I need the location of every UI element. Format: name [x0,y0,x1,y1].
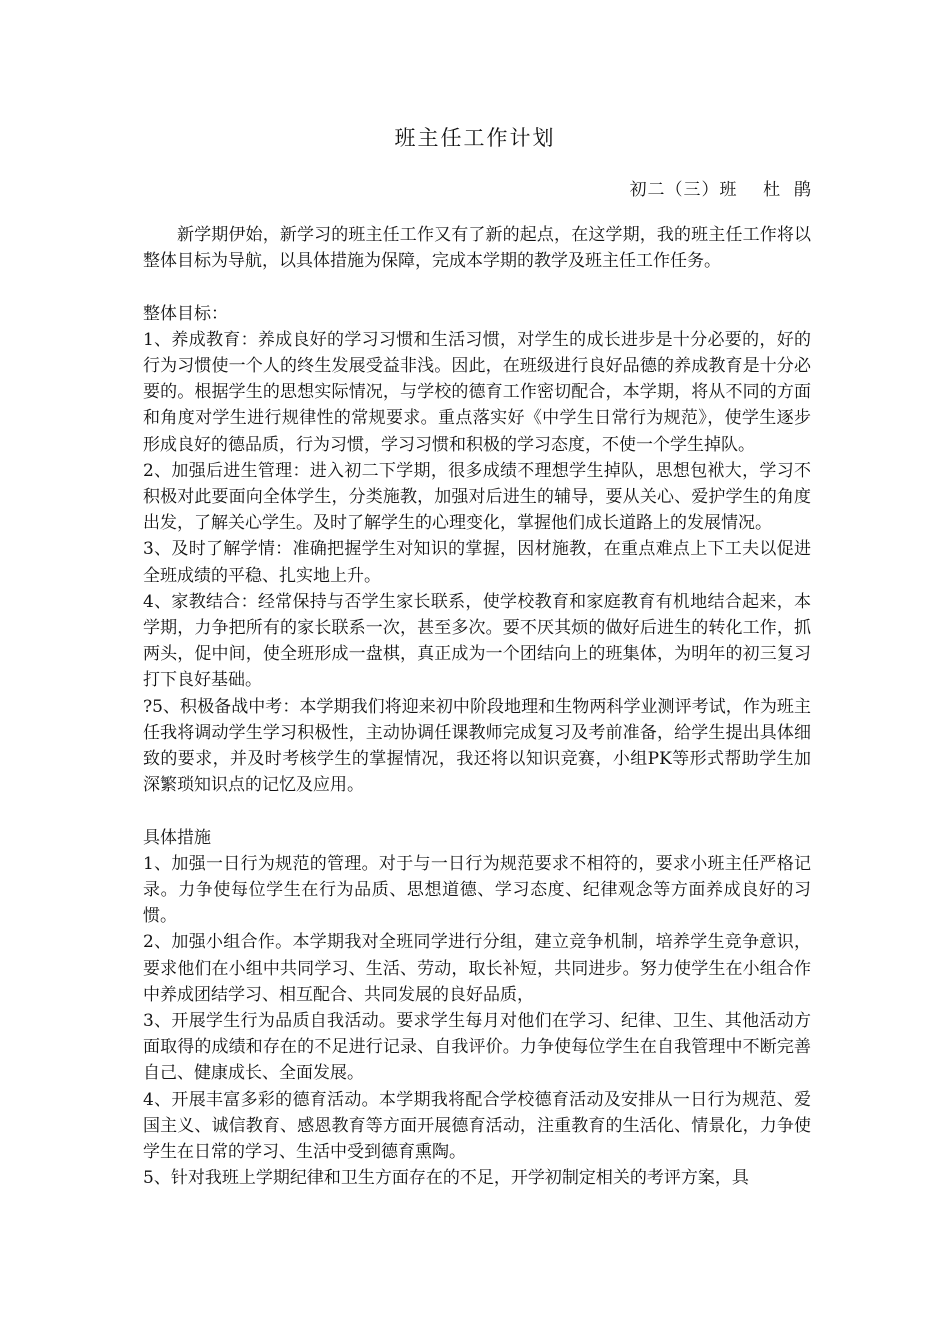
page-title: 班主任工作计划 [394,126,556,150]
measure-item-5: 5、针对我班上学期纪律和卫生方面存在的不足，开学初制定相关的考评方案，具 [143,1168,749,1189]
intro-paragraph: 新学期伊始，新学习的班主任工作又有了新的起点，在这学期，我的班主任工作将以整体目标为导航，以具体措施为保障，完成本学期的教学及班主任工作任务。 [143,225,811,272]
measure-item-4: 4、开展丰富多彩的德育活动。本学期我将配合学校德育活动及安排从一日行为规范、爱国主义、诚信教育、感恩教育等方面开展德育活动，注重教育的生活化、情景化，力争使学生在日常的学习、生活中受到德育熏陶。 [143,1089,811,1163]
paragraph-gap [143,274,811,300]
section-heading-goals: 整体目标： [143,303,228,324]
goal-item-2: 2、加强后进生管理：进入初二下学期，很多成绩不理想学生掉队，思想包袱大，学习不积极对此要面向全体学生，分类施教，加强对后进生的辅导，要从关心、爱护学生的角度出发，了解关心学生。及时了解学生的心理变化，掌握他们成长道路上的发展情况。 [143,460,811,534]
measure-item-3: 3、开展学生行为品质自我活动。要求学生每月对他们在学习、纪律、卫生、其他活动方面取得的成绩和存在的不足进行记录、自我评价。力争使每位学生在自我管理中不断完善自己、健康成长、全面发展。 [143,1011,811,1084]
measure-item-1: 1、加强一日行为规范的管理。对于与一日行为规范要求不相符的，要求小班主任严格记录。力争使每位学生在行为品质、思想道德、学习态度、纪律观念等方面养成良好的习惯。 [143,853,811,927]
section-heading-measures: 具体措施 [143,827,211,848]
document-body [143,222,811,1191]
measure-item-2: 2、加强小组合作。本学期我对全班同学进行分组，建立竞争机制，培养学生竞争意识，要求他们在小组中共同学习、生活、劳动，取长补短，共同进步。努力使学生在小组合作中养成团结学习、相互配合、共同发展的良好品质， [143,932,811,1005]
goal-item-1: 1、养成教育：养成良好的学习习惯和生活习惯，对学生的成长进步是十分必要的，好的行为习惯使一个人的终生发展受益非浅。因此，在班级进行良好品德的养成教育是十分必要的。根据学生的思想实际情况，与学校的德育工作密切配合，本学期，将从不同的方面和角度对学生进行规律性的常规要求。重点落实好《中学生日常行为规范》，使学生逐步形成良好的德品质，行为习惯，学习习惯和积极的学习态度，不使一个学生掉队。 [143,329,811,455]
paragraph-gap [143,798,811,824]
goal-item-4: 4、家教结合：经常保持与否学生家长联系，使学校教育和家庭教育有机地结合起来，本学期，力争把所有的家长联系一次，甚至多次。要不厌其烦的做好后进生的转化工作，抓两头，促中间，使全班形成一盘棋，真正成为一个团结向上的班集体，为明年的初三复习打下良好基础。 [143,591,811,691]
goal-item-5: ?5、积极备战中考：本学期我们将迎来初中阶段地理和生物两科学业测评考试，作为班主任我将调动学生学习积极性，主动协调任课教师完成复习及考前准备，给学生提出具体细致的要求，并及时考核学生的掌握情况，我还将以知识竞赛，小组PK等形式帮助学生加深繁琐知识点的记忆及应用。 [143,696,811,796]
goal-item-3: 3、及时了解学情：准确把握学生对知识的掌握，因材施教，在重点难点上下工夫以促进全班成绩的平稳、扎实地上升。 [143,539,811,586]
author-line: 初二（三）班 杜 鹃 [629,180,812,200]
